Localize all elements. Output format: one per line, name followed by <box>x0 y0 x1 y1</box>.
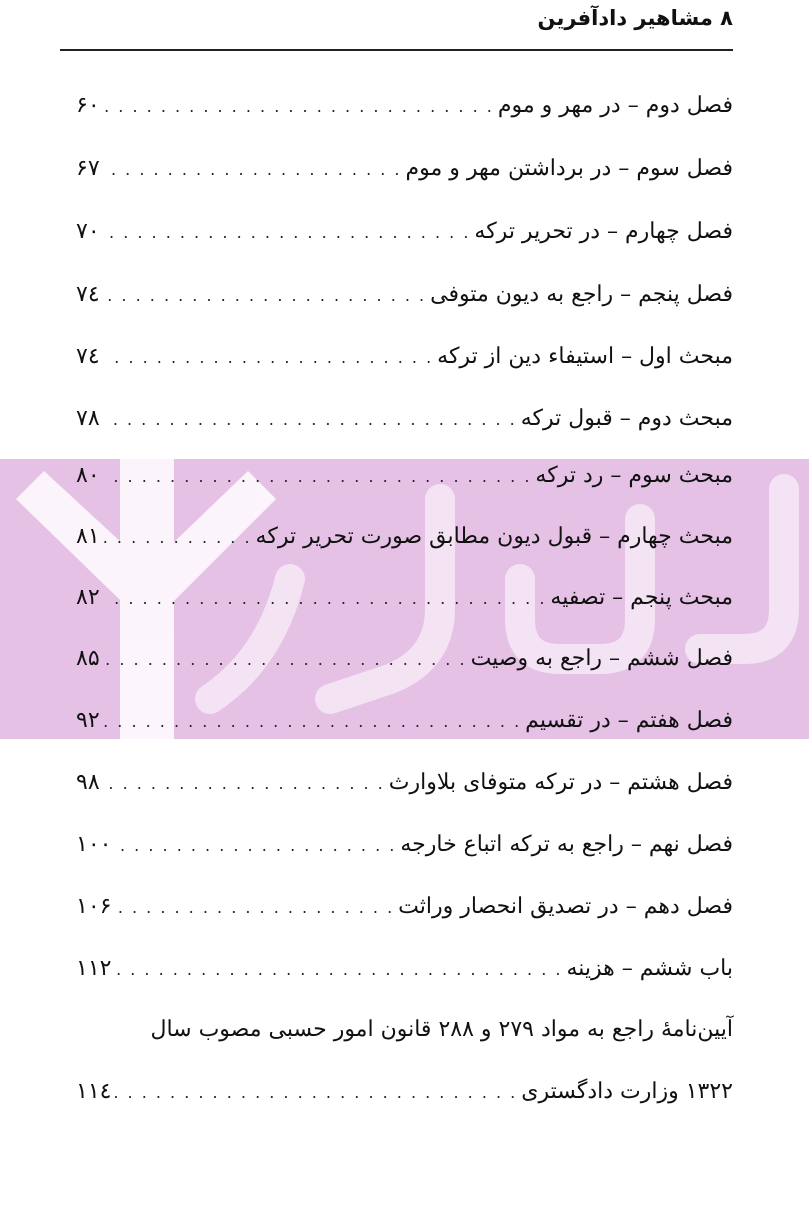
dot-leader <box>104 589 547 608</box>
toc-entry <box>76 344 733 384</box>
toc-entry-page: ۸۰ <box>76 463 100 488</box>
toc-entry-title: فصل چهارم – در تحریر ترکه <box>474 219 733 244</box>
toc-entry-title: ۱۳۲۲ وزارت دادگستری <box>521 1079 733 1104</box>
dot-leader <box>115 898 394 917</box>
dot-leader <box>104 712 522 731</box>
dot-leader <box>115 1083 517 1102</box>
toc-entry <box>76 463 733 503</box>
toc-entry-page: ۶۰ <box>76 93 100 118</box>
toc-entry <box>76 832 733 872</box>
toc-entry-page: ۶۷ <box>76 156 100 181</box>
dot-leader <box>115 836 396 855</box>
toc-entry <box>76 282 733 322</box>
dot-leader <box>104 528 252 547</box>
toc-entry <box>76 956 733 996</box>
toc-entry-title: مبحث اول – استیفاء دین از ترکه <box>437 344 733 369</box>
toc-entry-title-line1: آیین‌نامهٔ راجع به مواد ۲۷۹ و ۲۸۸ قانون امور حسبی مصوب سال <box>150 1017 733 1042</box>
toc-entry <box>76 156 733 196</box>
dot-leader <box>115 960 562 979</box>
toc-entry-title: فصل هفتم – در تقسیم <box>525 708 733 733</box>
dot-leader <box>104 467 532 486</box>
dot-leader <box>104 286 426 305</box>
toc-entry-title: فصل دهم – در تصدیق انحصار وراثت <box>398 894 733 919</box>
toc-entry-title: فصل هشتم – در ترکه متوفای بلاوارث <box>388 770 733 795</box>
toc-entry <box>76 93 733 133</box>
header-rule <box>60 49 733 51</box>
toc-entry-title: مبحث دوم – قبول ترکه <box>520 406 733 431</box>
toc-entry <box>76 406 733 446</box>
toc-entry-page: ۱۱٤ <box>76 1079 112 1104</box>
dot-leader <box>104 160 402 179</box>
toc-entry-title: باب ششم – هزینه <box>566 956 733 981</box>
toc-entry-title: فصل دوم – در مهر و موم <box>497 93 733 118</box>
toc-entry-page: ۱۱۲ <box>76 956 112 981</box>
toc-entry-page: ۱۰۰ <box>76 832 112 857</box>
toc-entry-title: مبحث پنجم – تصفیه <box>550 585 733 610</box>
toc-entry-page: ۷۰ <box>76 219 100 244</box>
toc-entry-page: ۷۸ <box>76 406 100 431</box>
toc-entry-title: مبحث سوم – رد ترکه <box>535 463 733 488</box>
dot-leader <box>104 97 494 116</box>
toc-entry-page: ۸۲ <box>76 585 100 610</box>
toc-entry <box>76 646 733 686</box>
toc-entry-title: مبحث چهارم – قبول دیون مطابق صورت تحریر ترکه <box>255 524 733 549</box>
toc-entry-page: ۹۸ <box>76 770 100 795</box>
dot-leader <box>104 650 467 669</box>
toc-entry <box>76 1079 733 1119</box>
toc-entry <box>76 585 733 625</box>
toc-entry <box>76 524 733 564</box>
dot-leader <box>104 348 434 367</box>
toc-entry-page: ۸۱ <box>76 524 100 549</box>
dot-leader <box>104 774 385 793</box>
toc-entry-page: ۷٤ <box>76 344 100 369</box>
toc-entry <box>76 770 733 810</box>
toc-entry-page: ۷٤ <box>76 282 100 307</box>
toc-entry-page: ۱۰۶ <box>76 894 112 919</box>
dot-leader <box>104 223 471 242</box>
toc-entry <box>76 219 733 259</box>
toc-entry-page: ۹۲ <box>76 708 100 733</box>
dot-leader <box>104 410 517 429</box>
running-head: ۸ مشاهیر دادآفرین <box>537 6 733 30</box>
toc-entry-page: ۸۵ <box>76 646 100 671</box>
toc-entry-title: فصل نهم – راجع به ترکه اتباع خارجه <box>400 832 733 857</box>
toc-entry <box>76 894 733 934</box>
toc-entry <box>76 708 733 748</box>
toc-entry-title: فصل پنجم – راجع به دیون متوفی <box>430 282 733 307</box>
toc-entry-title: فصل ششم – راجع به وصیت <box>470 646 733 671</box>
toc-entry-title: فصل سوم – در برداشتن مهر و موم <box>405 156 733 181</box>
